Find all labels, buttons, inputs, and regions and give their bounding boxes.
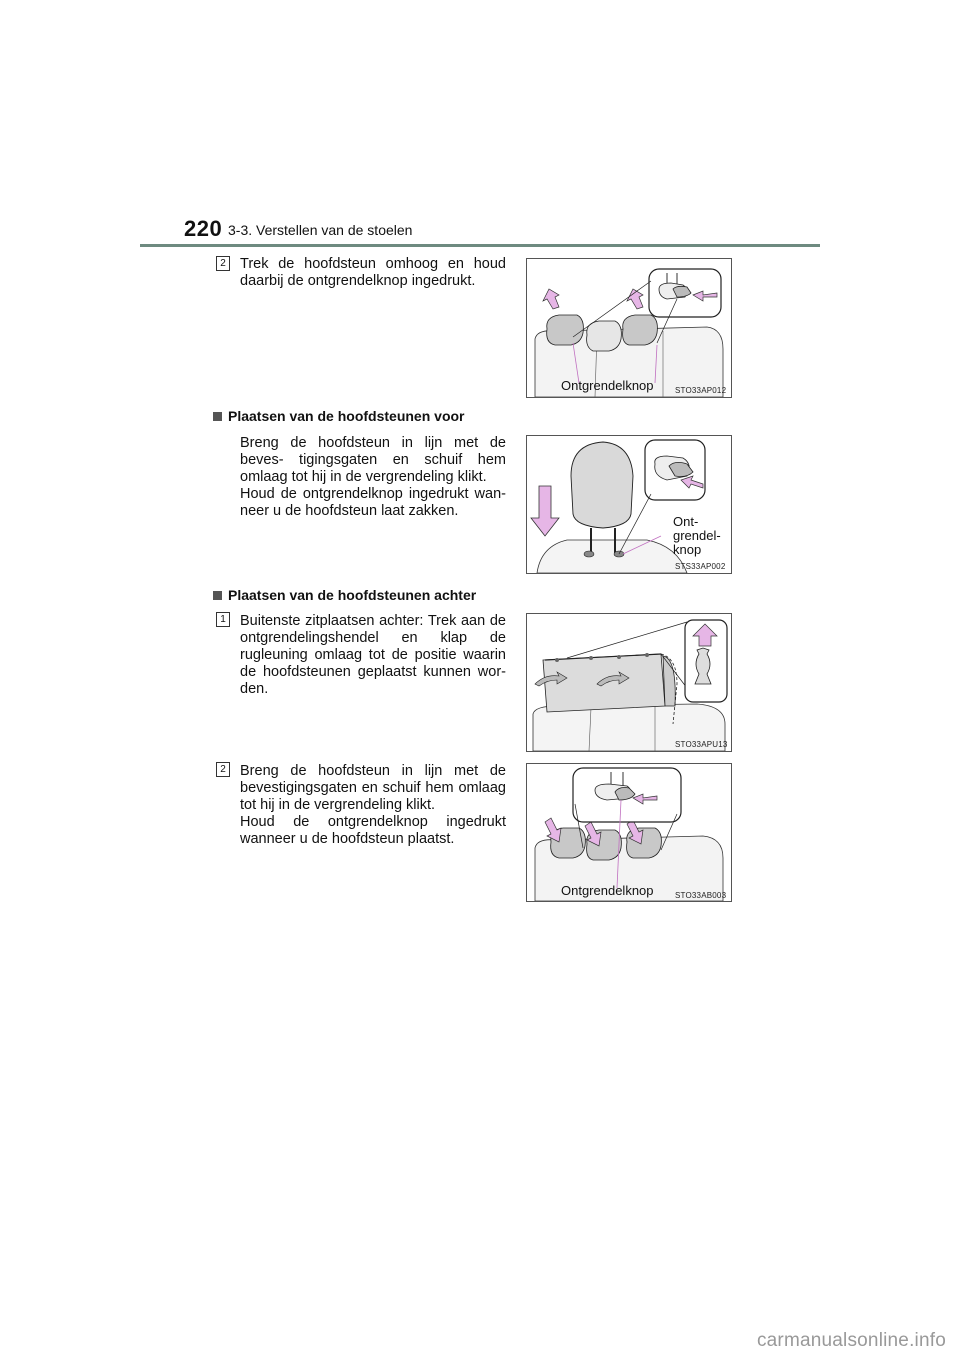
- figure-rear-headrest-install: [526, 763, 732, 902]
- heading-square-icon: [213, 591, 222, 600]
- step-number-box: 2: [216, 256, 230, 271]
- figure-label: Ontgrendelknop: [561, 883, 654, 898]
- front-text-1: Breng de hoofdsteun in lijn met de beves- tigingsgaten en schuif hem omlaag tot hij in de vergrendeling klikt.: [240, 435, 506, 485]
- rear-step-1-text: Buitenste zitplaatsen achter: Trek aan de ontgrendelingshendel en klap de rugleuning omlaag tot de positie waarin de hoofdsteunen geplaatst kunnen wor- den.: [240, 613, 506, 697]
- figure-label-line-1: Ont-: [673, 514, 699, 529]
- figure-label-line-3: knop: [673, 542, 702, 557]
- section-heading-rear: [213, 587, 476, 603]
- header-rule: [140, 244, 820, 247]
- figure-code: STS33AP002: [675, 562, 726, 571]
- section-heading-front: [213, 408, 465, 424]
- figure-code: STO33APU13: [675, 740, 728, 749]
- rear-step-2-text-1: Breng de hoofdsteun in lijn met de bevestigingsgaten en schuif hem omlaag tot hij in de vergrendeling klikt.: [240, 763, 506, 813]
- rear-step-2-text-2: Houd de ontgrendelknop ingedrukt wanneer u de hoofdsteun plaatst.: [240, 814, 506, 847]
- step-text: Trek de hoofdsteun omhoog en houd daarbij de ontgrendelknop ingedrukt.: [240, 256, 506, 289]
- section-title: 3-3. Verstellen van de stoelen: [228, 222, 413, 238]
- step-number-box: 2: [216, 762, 230, 777]
- watermark: carmanualsonline.info: [756, 1330, 946, 1351]
- heading-text: Plaatsen van de hoofdsteunen voor: [228, 408, 465, 424]
- page-number: 220: [184, 216, 223, 241]
- figure-code: STO33AB003: [675, 891, 727, 900]
- figure-label-line-2: grendel-: [673, 528, 721, 543]
- figure-rear-headrest-removal: [526, 258, 732, 398]
- heading-square-icon: [213, 412, 222, 421]
- figure-rear-seat-fold: [526, 613, 732, 752]
- figure-code: STO33AP012: [675, 386, 727, 395]
- heading-text: Plaatsen van de hoofdsteunen achter: [228, 587, 477, 603]
- front-text-2: Houd de ontgrendelknop ingedrukt wan- neer u de hoofdsteun laat zakken.: [240, 486, 506, 519]
- figure-front-headrest-install: [526, 435, 732, 574]
- figure-label: Ontgrendelknop: [561, 378, 654, 393]
- step-number-box: 1: [216, 612, 230, 627]
